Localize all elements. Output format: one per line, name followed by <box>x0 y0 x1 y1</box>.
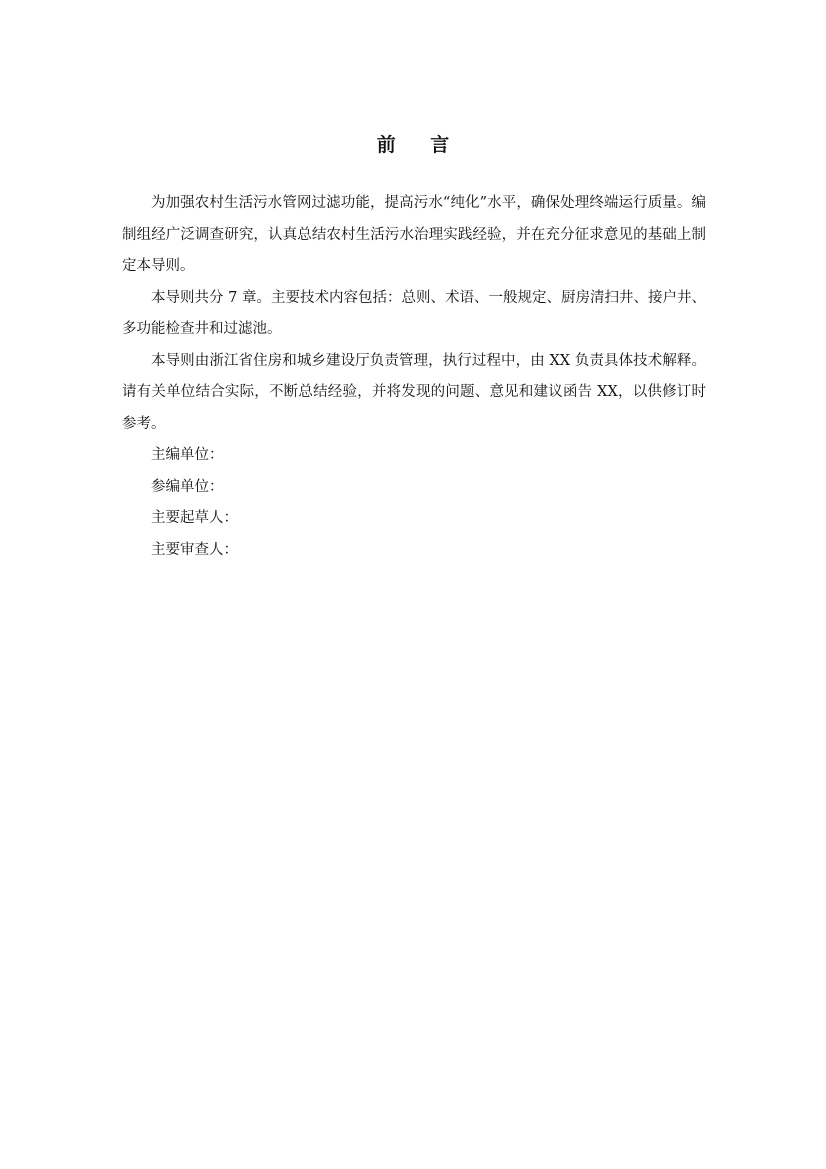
main-drafters: 主要起草人： <box>151 510 238 526</box>
paragraph-contents: 本导则共分 7 章。主要技术内容包括：总则、术语、一般规定、厨房清扫井、接户井、多功能检查井和过滤池。 <box>122 289 706 337</box>
page-title: 前 言 <box>376 134 464 156</box>
chief-editor-unit: 主编单位： <box>151 447 224 463</box>
participating-unit: 参编单位： <box>151 478 224 495</box>
main-reviewers: 主要审查人： <box>151 541 238 558</box>
paragraph-management: 本导则由浙江省住房和城乡建设厅负责管理，执行过程中，由 XX 负责具体技术解释。请有关单位结合实际，不断总结经验，并将发现的问题、意见和建议函告 XX，以供修订时参考。 <box>122 352 706 432</box>
paragraph-purpose: 为加强农村生活污水管网过滤功能，提高污水“纯化”水平，确保处理终端运行质量。编制组经广泛调查研究，认真总结农村生活污水治理实践经验，并在充分征求意见的基础上制定本导则。 <box>122 195 706 274</box>
preface-body <box>122 188 706 566</box>
